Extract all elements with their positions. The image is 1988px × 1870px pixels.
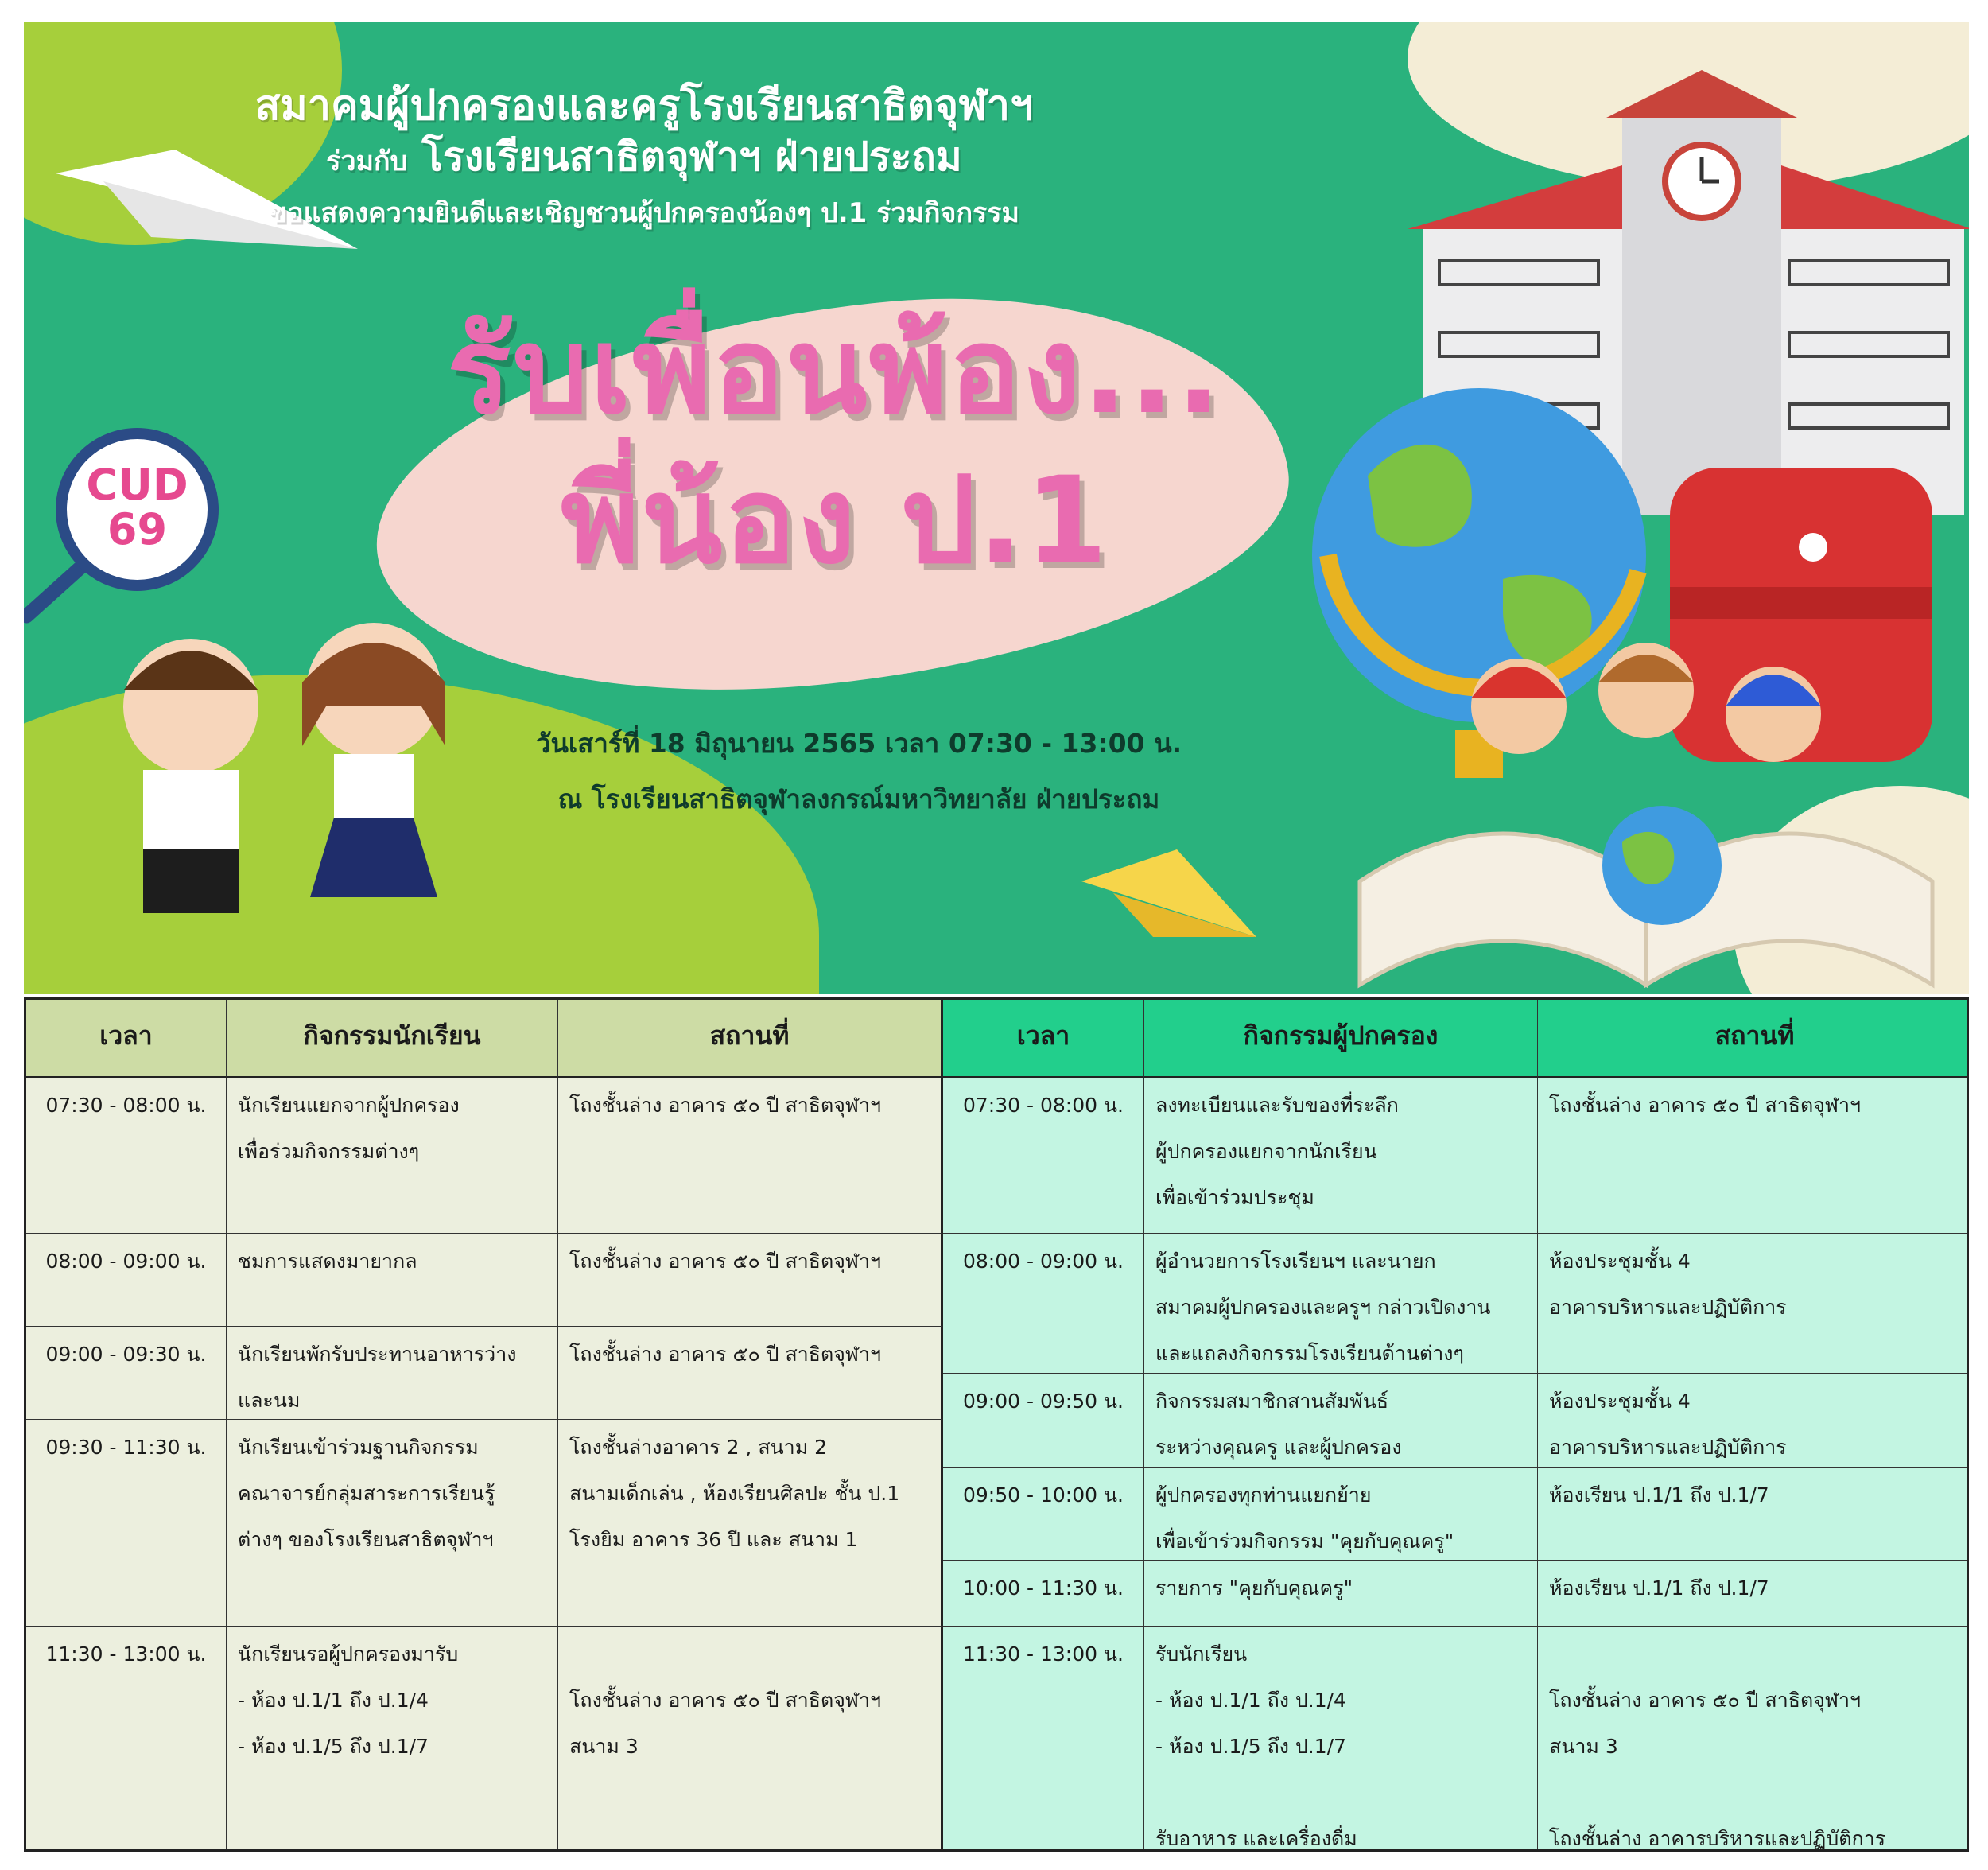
student-row-3-time: 09:00 - 09:30 น.: [26, 1327, 227, 1420]
invitation-line: ขอแสดงความยินดีและเชิญชวนผู้ปกครองน้องๆ ป.1 ร่วมกิจกรรม: [269, 197, 1019, 229]
schedule-table: [24, 997, 1969, 1852]
parent-row-2-time: 08:00 - 09:00 น.: [943, 1234, 1144, 1374]
student-row-1-place: โถงชั้นล่าง อาคาร ๕๐ ปี สาธิตจุฬาฯ: [558, 1078, 943, 1234]
student-row-2-place: โถงชั้นล่าง อาคาร ๕๐ ปี สาธิตจุฬาฯ: [558, 1234, 943, 1327]
parent-row-6-time: 11:30 - 13:00 น.: [943, 1627, 1144, 1849]
student-header-place: สถานที่: [558, 1000, 943, 1078]
student-row-4-place: โถงชั้นล่างอาคาร 2 , สนาม 2 สนามเด็กเล่น , ห้องเรียนศิลปะ ชั้น ป.1 โรงยิม อาคาร 36 ปี และ สนาม 1: [558, 1420, 943, 1627]
parent-row-1-place: โถงชั้นล่าง อาคาร ๕๐ ปี สาธิตจุฬาฯ: [1538, 1078, 1969, 1234]
parent-row-6-place: โถงชั้นล่าง อาคาร ๕๐ ปี สาธิตจุฬาฯ สนาม 3 โถงชั้นล่าง อาคารบริหารและปฏิบัติการ: [1538, 1627, 1969, 1849]
parent-row-1-time: 07:30 - 08:00 น.: [943, 1078, 1144, 1234]
parent-row-4-time: 09:50 - 10:00 น.: [943, 1468, 1144, 1561]
student-header-activity: กิจกรรมนักเรียน: [227, 1000, 558, 1078]
student-row-2-activity: ชมการแสดงมายากล: [227, 1234, 558, 1327]
cud69-badge: [56, 428, 219, 591]
badge-line-1: CUD: [86, 460, 188, 510]
organizer-line: สมาคมผู้ปกครองและครูโรงเรียนสาธิตจุฬาฯ: [254, 82, 1034, 130]
student-row-4-time: 09:30 - 11:30 น.: [26, 1420, 227, 1627]
parent-row-2-place: ห้องประชุมชั้น 4 อาคารบริหารและปฏิบัติการ: [1538, 1234, 1969, 1374]
parent-header-time: เวลา: [943, 1000, 1144, 1078]
parent-row-2-activity: ผู้อำนวยการโรงเรียนฯ และนายก สมาคมผู้ปกครองและครูฯ กล่าวเปิดงาน และแถลงกิจกรรมโรงเรียนด้านต่างๆ: [1144, 1234, 1538, 1374]
student-row-5-place: โถงชั้นล่าง อาคาร ๕๐ ปี สาธิตจุฬาฯ สนาม 3: [558, 1627, 943, 1849]
event-title: รับเพื่อนพ้อง... พี่น้อง ป.1: [447, 302, 1223, 590]
paper-plane-yellow-icon: [1081, 849, 1264, 945]
event-date: วันเสาร์ที่ 18 มิถุนายน 2565 เวลา 07:30 - 13:00 น.: [535, 728, 1182, 759]
student-row-5-activity: นักเรียนรอผู้ปกครองมารับ - ห้อง ป.1/1 ถึง ป.1/4 - ห้อง ป.1/5 ถึง ป.1/7: [227, 1627, 558, 1849]
student-characters-icon: [87, 611, 501, 985]
badge-line-2: 69: [107, 504, 168, 554]
children-icon: [1439, 627, 1853, 834]
parent-row-6-activity: รับนักเรียน - ห้อง ป.1/1 ถึง ป.1/4 - ห้อง ป.1/5 ถึง ป.1/7 รับอาหาร และเครื่องดื่ม: [1144, 1627, 1538, 1849]
student-row-2-time: 08:00 - 09:00 น.: [26, 1234, 227, 1327]
event-venue: ณ โรงเรียนสาธิตจุฬาลงกรณ์มหาวิทยาลัย ฝ่ายประถม: [557, 783, 1160, 814]
co-organizer-prefix: ร่วมกับ: [326, 146, 408, 177]
parent-row-5-time: 10:00 - 11:30 น.: [943, 1561, 1144, 1627]
parent-row-5-activity: รายการ "คุยกับคุณครู": [1144, 1561, 1538, 1627]
co-organizer-name: โรงเรียนสาธิตจุฬาฯ ฝ่ายประถม: [421, 134, 962, 180]
parent-row-5-place: ห้องเรียน ป.1/1 ถึง ป.1/7: [1538, 1561, 1969, 1627]
parent-row-4-place: ห้องเรียน ป.1/1 ถึง ป.1/7: [1538, 1468, 1969, 1561]
student-row-1-activity: นักเรียนแยกจากผู้ปกครอง เพื่อร่วมกิจกรรมต่างๆ: [227, 1078, 558, 1234]
student-header-time: เวลา: [26, 1000, 227, 1078]
parent-header-activity: กิจกรรมผู้ปกครอง: [1144, 1000, 1538, 1078]
student-row-3-place: โถงชั้นล่าง อาคาร ๕๐ ปี สาธิตจุฬาฯ: [558, 1327, 943, 1420]
parent-row-3-place: ห้องประชุมชั้น 4 อาคารบริหารและปฏิบัติการ: [1538, 1374, 1969, 1468]
parent-row-4-activity: ผู้ปกครองทุกท่านแยกย้าย เพื่อเข้าร่วมกิจกรรม "คุยกับคุณครู": [1144, 1468, 1538, 1561]
parent-row-3-time: 09:00 - 09:50 น.: [943, 1374, 1144, 1468]
parent-header-place: สถานที่: [1538, 1000, 1969, 1078]
co-organizer-line: [24, 126, 1264, 189]
student-row-3-activity: นักเรียนพักรับประทานอาหารว่าง และนม: [227, 1327, 558, 1420]
student-row-4-activity: นักเรียนเข้าร่วมฐานกิจกรรม คณาจารย์กลุ่มสาระการเรียนรู้ ต่างๆ ของโรงเรียนสาธิตจุฬาฯ: [227, 1420, 558, 1627]
student-row-1-time: 07:30 - 08:00 น.: [26, 1078, 227, 1234]
event-banner: [24, 22, 1969, 994]
parent-row-1-activity: ลงทะเบียนและรับของที่ระลึก ผู้ปกครองแยกจากนักเรียน เพื่อเข้าร่วมประชุม: [1144, 1078, 1538, 1234]
student-row-5-time: 11:30 - 13:00 น.: [26, 1627, 227, 1849]
parent-row-3-activity: กิจกรรมสมาชิกสานสัมพันธ์ ระหว่างคุณครู และผู้ปกครอง: [1144, 1374, 1538, 1468]
